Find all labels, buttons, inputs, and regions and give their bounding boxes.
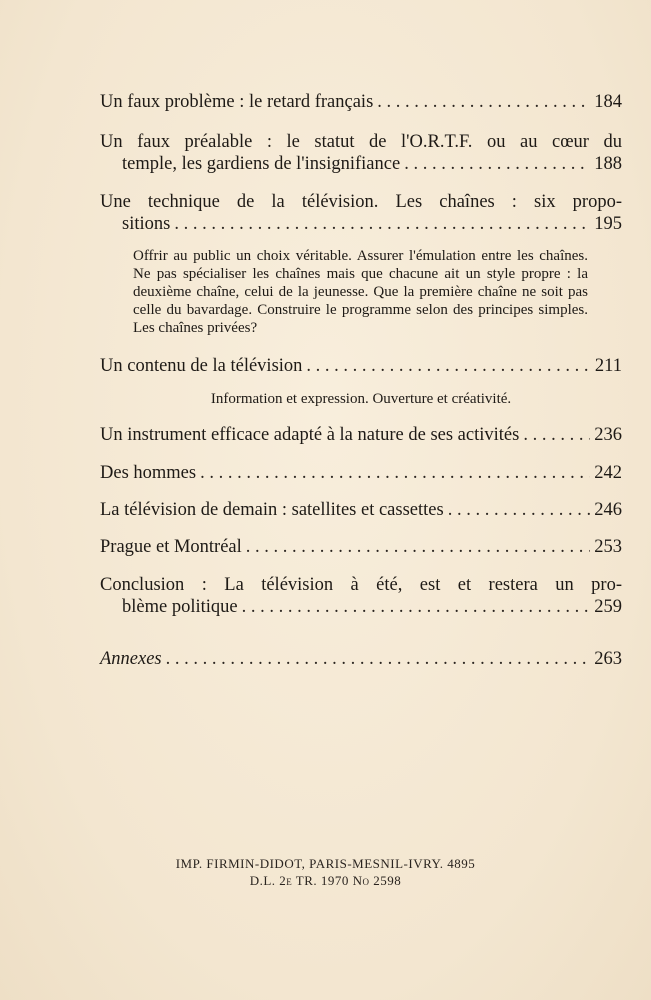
toc-entry [100, 355, 622, 408]
leader-dots [166, 648, 591, 670]
leader-dots [448, 499, 591, 521]
toc-entry-title: Un faux problème : le retard français [100, 92, 374, 112]
toc-entry-summary: Offrir au public un choix véritable. Assurer l'émulation entre les chaînes. Ne pas spécialiser les chaînes mais que chacune ait un style propre : la deuxième chaîne, celui de la jeunesse. Que la première chaîne ne soit pas celle du bavardage. Construire le programme selon des principes simples. Les chaînes privées? [133, 248, 588, 336]
toc-entry-title-line2: temple, les gardiens de l'insignifiance [122, 154, 401, 174]
leader-dots [200, 462, 590, 484]
toc-entry-title: Un instrument efficace adapté à la nature de ses activités [100, 425, 520, 445]
toc-entry [100, 424, 622, 446]
toc-entry [100, 499, 622, 521]
toc-entry-page: 263 [594, 649, 622, 669]
toc-entry-title: Des hommes [100, 463, 197, 483]
imprint-line: IMP. FIRMIN-DIDOT, PARIS-MESNIL-IVRY. 4895 [175, 856, 476, 871]
toc-entry-page: 259 [594, 597, 622, 617]
imprint-line: D.L. 2e TR. 1970 No 2598 [249, 873, 402, 888]
toc-entry [100, 91, 622, 113]
toc-entry-page: 211 [594, 356, 622, 376]
leader-dots [306, 355, 591, 377]
toc-entry [100, 536, 622, 558]
toc-entry-page: 253 [594, 537, 622, 557]
toc-entry-summary: Information et expression. Ouverture et créativité. [210, 391, 512, 407]
printer-imprint [0, 855, 651, 889]
leader-dots [174, 213, 590, 235]
toc-entry [100, 462, 622, 484]
toc-entry-page: 236 [594, 425, 622, 445]
toc-entry-title-line2: blème politique [122, 597, 238, 617]
leader-dots [523, 424, 590, 446]
toc-entry-title-line2: sitions [122, 214, 171, 234]
toc-entry [100, 191, 622, 337]
toc-entry-title-line1: Conclusion : La télévision à été, est et restera un pro- [100, 575, 622, 595]
toc-entry-title: La télévision de demain : satellites et cassettes [100, 500, 444, 520]
leader-dots [377, 91, 590, 113]
toc-entry-page: 242 [594, 463, 622, 483]
leader-dots [246, 536, 590, 558]
toc-entry [100, 574, 622, 618]
leader-dots [404, 153, 590, 175]
toc-entry-title: Un contenu de la télévision [100, 356, 303, 376]
leader-dots [242, 596, 591, 618]
toc-entry [100, 131, 622, 175]
toc-entry-page: 195 [594, 214, 622, 234]
toc-entry-title-line1: Une technique de la télévision. Les chaînes : six propo- [100, 192, 622, 212]
toc-entry-title: Prague et Montréal [100, 537, 242, 557]
toc-entry-page: 188 [594, 154, 622, 174]
toc-entry-page: 184 [594, 92, 622, 112]
toc-entry-title-line1: Un faux préalable : le statut de l'O.R.T.F. ou au cœur du [100, 132, 622, 152]
table-of-contents [100, 91, 622, 670]
toc-entry-page: 246 [594, 500, 622, 520]
toc-entry [100, 648, 622, 670]
toc-entry-title: Annexes [100, 649, 162, 669]
